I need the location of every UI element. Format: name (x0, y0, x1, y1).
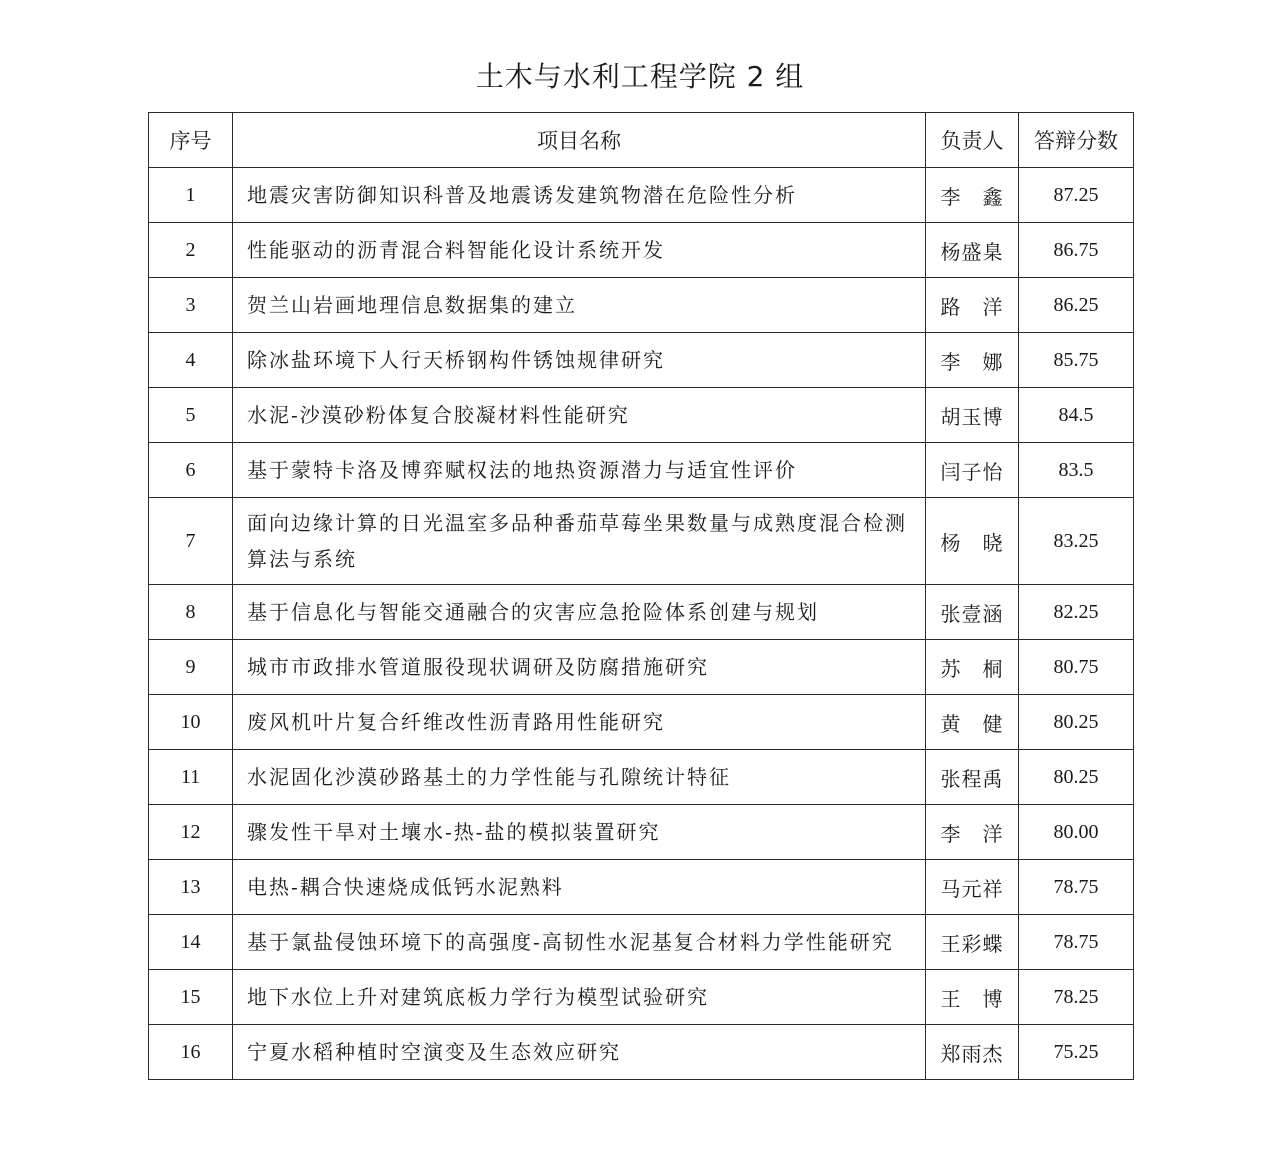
row-project-name: 基于氯盐侵蚀环境下的高强度-高韧性水泥基复合材料力学性能研究 (233, 915, 926, 970)
row-no: 16 (149, 1025, 233, 1080)
row-score: 86.75 (1019, 223, 1134, 278)
table-header-row (149, 113, 1134, 168)
row-person: 黄 健 (926, 695, 1019, 750)
row-no: 5 (149, 388, 233, 443)
row-person: 李 洋 (926, 805, 1019, 860)
table-row (149, 278, 1134, 333)
row-no: 2 (149, 223, 233, 278)
row-person: 张程禹 (926, 750, 1019, 805)
row-no: 3 (149, 278, 233, 333)
row-project-name: 贺兰山岩画地理信息数据集的建立 (233, 278, 926, 333)
score-table (148, 112, 1134, 1080)
row-score: 83.5 (1019, 443, 1134, 498)
row-score: 80.75 (1019, 640, 1134, 695)
row-no: 10 (149, 695, 233, 750)
header-person: 负责人 (926, 113, 1019, 168)
header-no: 序号 (149, 113, 233, 168)
row-no: 6 (149, 443, 233, 498)
row-no: 1 (149, 168, 233, 223)
row-score: 78.75 (1019, 860, 1134, 915)
row-person: 闫子怡 (926, 443, 1019, 498)
row-project-name: 除冰盐环境下人行天桥钢构件锈蚀规律研究 (233, 333, 926, 388)
row-score: 86.25 (1019, 278, 1134, 333)
row-score: 83.25 (1019, 498, 1134, 585)
row-project-name: 水泥-沙漠砂粉体复合胶凝材料性能研究 (233, 388, 926, 443)
table-row (149, 695, 1134, 750)
table-row (149, 1025, 1134, 1080)
row-score: 85.75 (1019, 333, 1134, 388)
row-no: 12 (149, 805, 233, 860)
row-person: 胡玉博 (926, 388, 1019, 443)
row-score: 82.25 (1019, 585, 1134, 640)
table-row (149, 443, 1134, 498)
header-score: 答辩分数 (1019, 113, 1134, 168)
row-project-name: 废风机叶片复合纤维改性沥青路用性能研究 (233, 695, 926, 750)
row-no: 8 (149, 585, 233, 640)
row-person: 苏 桐 (926, 640, 1019, 695)
table-row (149, 640, 1134, 695)
table-row (149, 388, 1134, 443)
row-person: 路 洋 (926, 278, 1019, 333)
row-no: 13 (149, 860, 233, 915)
row-score: 80.00 (1019, 805, 1134, 860)
row-person: 马元祥 (926, 860, 1019, 915)
row-project-name: 城市市政排水管道服役现状调研及防腐措施研究 (233, 640, 926, 695)
table-row (149, 585, 1134, 640)
row-project-name: 性能驱动的沥青混合料智能化设计系统开发 (233, 223, 926, 278)
row-project-name: 基于信息化与智能交通融合的灾害应急抢险体系创建与规划 (233, 585, 926, 640)
row-no: 11 (149, 750, 233, 805)
table-row (149, 805, 1134, 860)
row-no: 7 (149, 498, 233, 585)
row-no: 9 (149, 640, 233, 695)
row-person: 张壹涵 (926, 585, 1019, 640)
row-project-name: 面向边缘计算的日光温室多品种番茄草莓坐果数量与成熟度混合检测算法与系统 (233, 498, 926, 585)
row-project-name: 基于蒙特卡洛及博弈赋权法的地热资源潜力与适宜性评价 (233, 443, 926, 498)
row-project-name: 电热-耦合快速烧成低钙水泥熟料 (233, 860, 926, 915)
row-score: 78.75 (1019, 915, 1134, 970)
row-person: 杨盛臬 (926, 223, 1019, 278)
row-project-name: 宁夏水稻种植时空演变及生态效应研究 (233, 1025, 926, 1080)
page-title: 土木与水利工程学院 2 组 (475, 60, 805, 93)
row-score: 78.25 (1019, 970, 1134, 1025)
row-score: 84.5 (1019, 388, 1134, 443)
header-name: 项目名称 (233, 113, 926, 168)
row-project-name: 水泥固化沙漠砂路基土的力学性能与孔隙统计特征 (233, 750, 926, 805)
row-person: 王彩蝶 (926, 915, 1019, 970)
table-row (149, 970, 1134, 1025)
row-score: 80.25 (1019, 695, 1134, 750)
row-score: 87.25 (1019, 168, 1134, 223)
row-score: 80.25 (1019, 750, 1134, 805)
row-no: 4 (149, 333, 233, 388)
table-row (149, 860, 1134, 915)
row-person: 杨 晓 (926, 498, 1019, 585)
table-row (149, 333, 1134, 388)
row-no: 15 (149, 970, 233, 1025)
row-person: 郑雨杰 (926, 1025, 1019, 1080)
row-project-name: 骤发性干旱对土壤水-热-盐的模拟装置研究 (233, 805, 926, 860)
row-no: 14 (149, 915, 233, 970)
row-project-name: 地下水位上升对建筑底板力学行为模型试验研究 (233, 970, 926, 1025)
table-row (149, 750, 1134, 805)
row-project-name: 地震灾害防御知识科普及地震诱发建筑物潜在危险性分析 (233, 168, 926, 223)
table-row (149, 915, 1134, 970)
row-score: 75.25 (1019, 1025, 1134, 1080)
row-person: 李 鑫 (926, 168, 1019, 223)
row-person: 李 娜 (926, 333, 1019, 388)
row-person: 王 博 (926, 970, 1019, 1025)
table-row (149, 223, 1134, 278)
table-row (149, 168, 1134, 223)
table-row (149, 498, 1134, 585)
